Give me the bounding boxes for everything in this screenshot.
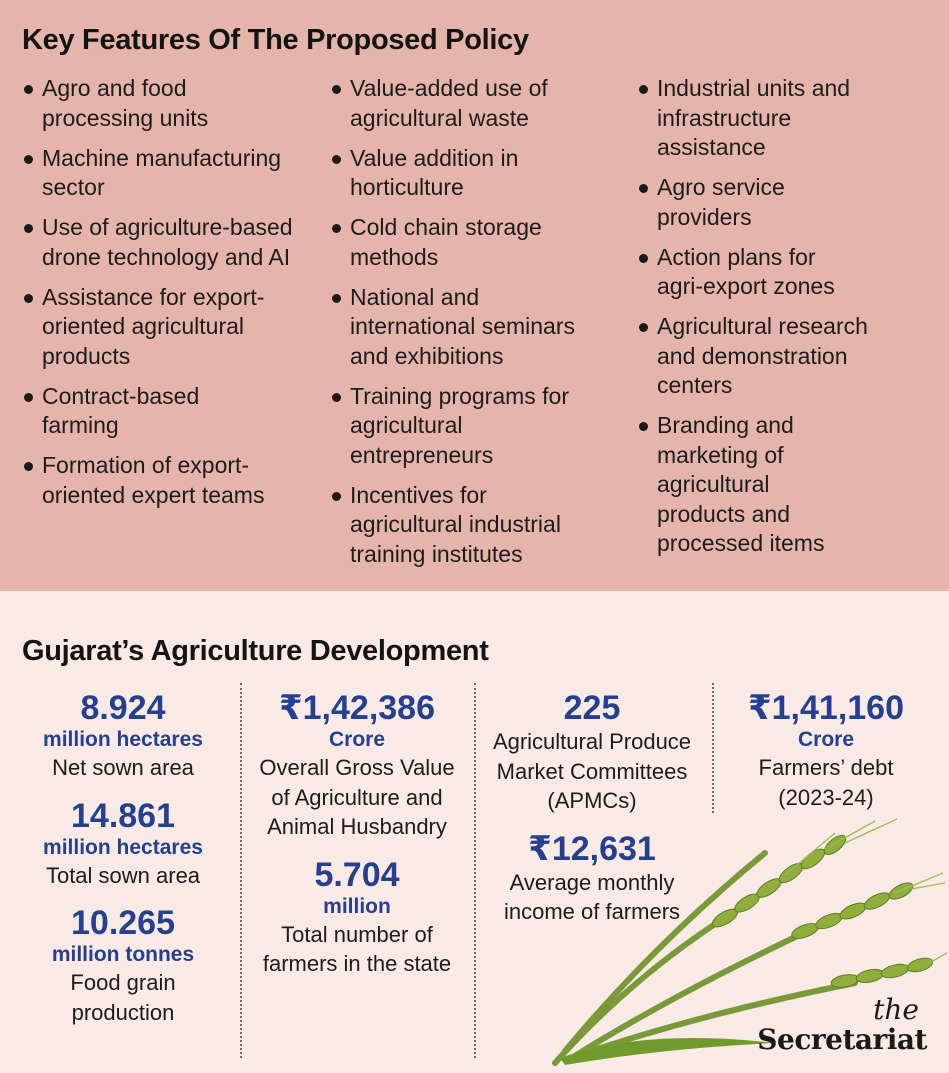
stats-column-2 xyxy=(246,689,468,993)
feature-item: Action plans for agri-export zones xyxy=(637,243,937,302)
dotted-divider xyxy=(712,683,714,813)
bullet-icon xyxy=(332,294,341,303)
stat-block xyxy=(12,904,234,1027)
stat-unit: Crore xyxy=(328,728,386,751)
features-column-3 xyxy=(637,74,937,569)
stat-label: Overall Gross Value of Agriculture and Animal Husbandry xyxy=(259,755,455,839)
development-title: Gujarat’s Agriculture Development xyxy=(22,635,489,667)
features-column-2 xyxy=(330,74,630,580)
feature-item: Incentives for agricultural industrial training institutes xyxy=(330,481,630,570)
stat-unit: million tonnes xyxy=(51,943,195,966)
bullet-icon xyxy=(332,155,341,164)
stat-block xyxy=(716,689,936,812)
stat-label: Average monthly income of farmers xyxy=(503,869,681,924)
stat-value: 14.861 xyxy=(71,796,175,835)
brand-logo xyxy=(757,993,927,1057)
bullet-icon xyxy=(24,462,33,471)
stats-column-3 xyxy=(480,689,704,941)
features-column-1 xyxy=(22,74,322,521)
bullet-icon xyxy=(639,323,648,332)
bullet-icon xyxy=(332,224,341,233)
stat-unit: million xyxy=(323,894,391,918)
stat-unit: million hectares xyxy=(43,835,203,859)
feature-item: National and international seminars and exhibitions xyxy=(330,283,630,372)
feature-item: Agricultural research and demonstration centers xyxy=(637,312,937,401)
stat-value: 8.924 xyxy=(80,689,166,727)
stat-label: Net sown area xyxy=(52,755,194,780)
stat-label: Total number of farmers in the state xyxy=(262,921,452,976)
feature-item: Branding and marketing of agricultural products and processed items xyxy=(637,411,937,559)
feature-item: Formation of export-oriented expert teams xyxy=(22,451,322,510)
feature-item: Value addition in horticulture xyxy=(330,144,630,203)
stat-unit: million hectares xyxy=(43,728,203,751)
brand-the: the xyxy=(873,993,919,1026)
feature-item: Use of agriculture-based drone technology and AI xyxy=(22,213,322,272)
brand-name: Secretariat xyxy=(757,1023,927,1056)
stat-value: ₹12,631 xyxy=(528,829,656,868)
stat-value: ₹1,41,160 xyxy=(747,689,904,727)
stat-value: ₹1,42,386 xyxy=(278,689,435,727)
feature-item: Industrial units and infrastructure assistance xyxy=(637,74,937,163)
stat-block xyxy=(12,689,234,783)
stats-column-4 xyxy=(716,689,936,826)
stat-value: 225 xyxy=(563,689,621,727)
bullet-icon xyxy=(332,492,341,501)
stat-label: Farmers’ debt (2023-24) xyxy=(758,755,894,810)
bullet-icon xyxy=(24,85,33,94)
bullet-icon xyxy=(639,85,648,94)
feature-item: Value-added use of agricultural waste xyxy=(330,74,630,133)
dotted-divider xyxy=(240,683,242,1058)
feature-item: Agro service providers xyxy=(637,173,937,232)
stat-value: 10.265 xyxy=(71,904,175,942)
stat-label: Food grain production xyxy=(70,970,176,1025)
stats-column-1 xyxy=(12,689,234,1041)
dotted-divider xyxy=(474,683,476,1058)
stat-label: Agricultural Produce Market Committees (APMCs) xyxy=(492,729,692,813)
wheat-awns xyxy=(785,819,947,963)
bullet-icon xyxy=(332,85,341,94)
stat-value: 5.704 xyxy=(314,855,400,894)
stat-block xyxy=(246,689,468,842)
feature-item: Assistance for export-oriented agricultural products xyxy=(22,283,322,372)
stat-unit: Crore xyxy=(797,728,855,751)
development-panel xyxy=(0,591,949,1073)
feature-item: Agro and food processing units xyxy=(22,74,322,133)
key-features-title: Key Features Of The Proposed Policy xyxy=(22,24,529,56)
bullet-icon xyxy=(332,393,341,402)
bullet-icon xyxy=(24,294,33,303)
bullet-icon xyxy=(639,422,648,431)
feature-item: Contract-based farming xyxy=(22,382,322,441)
feature-item: Machine manufacturing sector xyxy=(22,144,322,203)
stat-block xyxy=(480,830,704,927)
bullet-icon xyxy=(24,393,33,402)
bullet-icon xyxy=(639,184,648,193)
bullet-icon xyxy=(639,254,648,263)
feature-item: Training programs for agricultural entrepreneurs xyxy=(330,382,630,471)
stat-block xyxy=(246,856,468,979)
bullet-icon xyxy=(24,155,33,164)
stat-label: Total sown area xyxy=(45,862,201,888)
stat-block xyxy=(480,689,704,816)
stat-block xyxy=(12,797,234,891)
feature-item: Cold chain storage methods xyxy=(330,213,630,272)
bullet-icon xyxy=(24,224,33,233)
